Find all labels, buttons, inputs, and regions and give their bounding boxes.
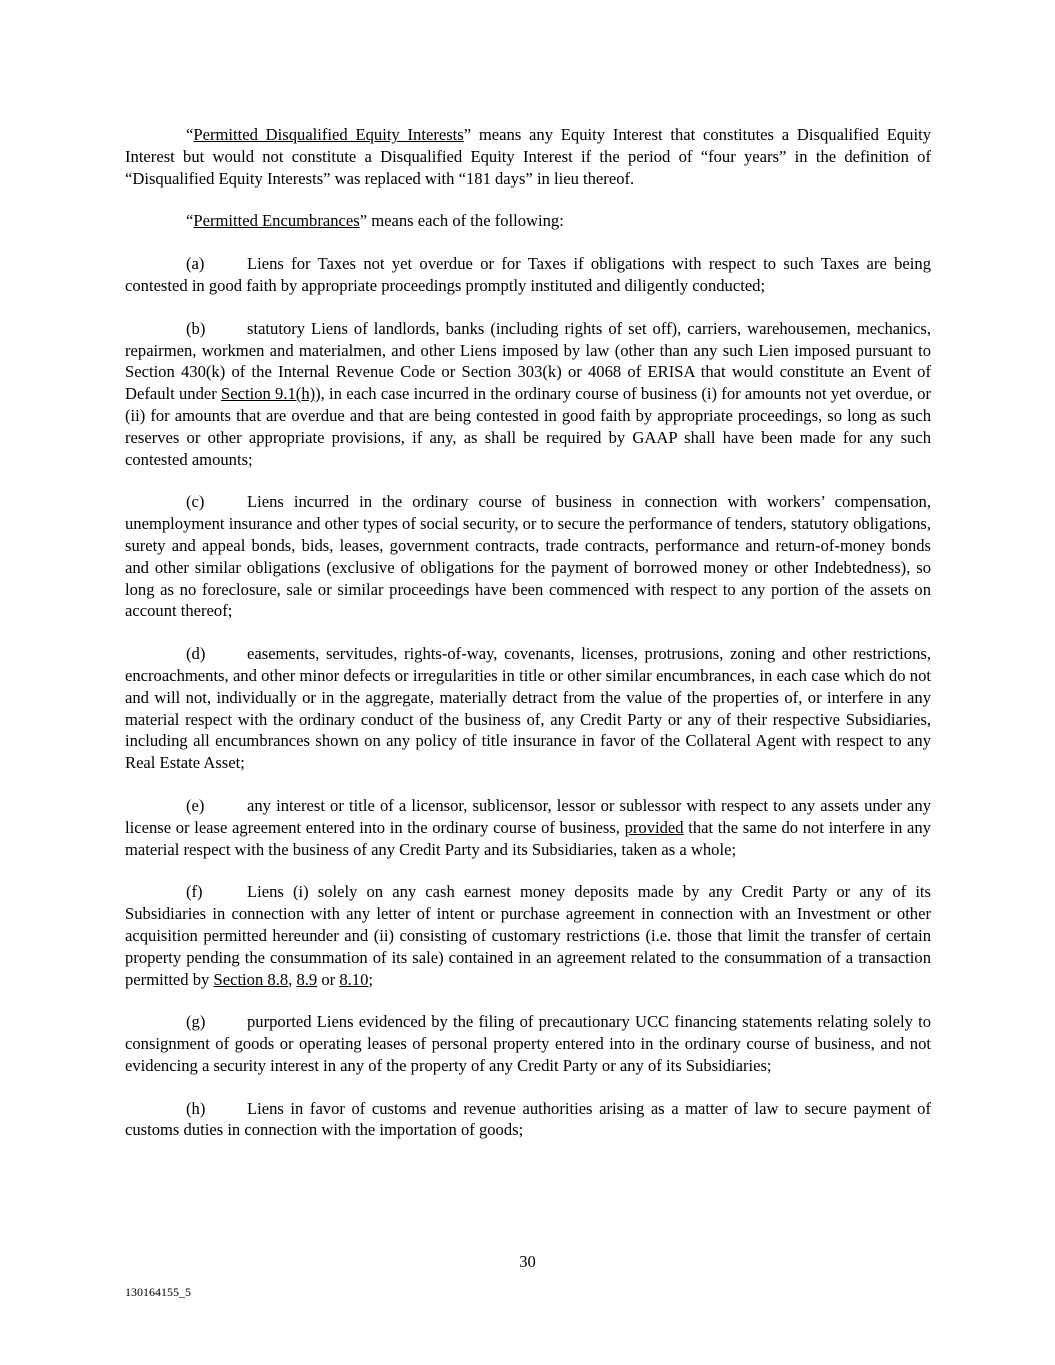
clause-text: easements, servitudes, rights-of-way, covenants, licenses, protrusions, zoning and other restrictions, encroachments, and other minor defects or irregularities in title or other similar encumbrances, in each case which do not and will not, individually or in the aggregate, materially detract from the value of the properties of, or interfere in any material respect with the ordinary conduct of the business of, any Credit Party or any of their respective Subsidiaries, including all encumbrances shown on any policy of title insurance in favor of the Collateral Agent with respect to any Real Estate Asset;: [125, 644, 931, 773]
definition-text: ” means each of the following:: [359, 211, 564, 231]
definition-text: ” means any Equity Interest that constitutes a Disqualified Equity Interest but would not constitute a Disqualified Equity Interest if the period of “four years” in the definition of “Disqualified Equity Interests” was replaced with “181 days” in lieu thereof.: [125, 125, 931, 188]
clause-text: Liens in favor of customs and revenue authorities arising as a matter of law to secure payment of customs duties in connection with the importation of goods;: [125, 1098, 931, 1140]
open-quote: “: [186, 125, 194, 144]
clause-f: [125, 881, 931, 990]
definition-permitted-encumbrances: [125, 210, 931, 232]
document-body: [125, 124, 931, 1162]
clause-text: statutory Liens of landlords, banks (including rights of set off), carriers, warehousemen, mechanics, repairmen, workmen and materialmen, and other Liens imposed by law (other than any such Lien imposed pursuant to Section 430(k) of the Internal Revenue Code or Section 303(k) or 4068 of ERISA that would constitute an Event of Default under: [125, 318, 931, 404]
clause-e: [125, 795, 931, 860]
separator: or: [317, 969, 340, 989]
clause-d: [125, 643, 931, 774]
defined-term: Permitted Encumbrances: [193, 211, 360, 231]
clause-label: (d): [186, 644, 206, 664]
clause-text: that the same do not interfere in any material respect with the business of any Credit Party and its Subsidiaries, taken as a whole;: [125, 817, 931, 859]
clause-text: Liens for Taxes not yet overdue or for Taxes if obligations with respect to such Taxes are being contested in good faith by appropriate proceedings promptly instituted and diligently conducted;: [125, 254, 931, 295]
clause-label: (e): [186, 795, 205, 815]
section-reference: 8.9: [296, 969, 318, 989]
clause-h: [125, 1098, 931, 1142]
separator: ,: [288, 969, 297, 989]
clause-text: ), in each case incurred in the ordinary course of business (i) for amounts not yet overdue, or (ii) for amounts that are overdue and that are being contested in good faith by appropriate proceedings, so long as such reserves or other appropriate provisions, if any, as shall be required by GAAP shall have been made for any such contested amounts;: [125, 384, 931, 469]
definition-permitted-disqualified-equity-interests: [125, 124, 931, 189]
clause-b: [125, 318, 931, 471]
open-quote: “: [186, 211, 194, 231]
section-reference: Section 9.1(h): [221, 384, 316, 404]
clause-c: [125, 491, 931, 622]
provided-term: provided: [624, 817, 684, 837]
clause-text: ;: [368, 969, 373, 989]
section-reference: Section 8.8: [213, 969, 289, 989]
clause-label: (a): [186, 254, 205, 274]
clause-text: any interest or title of a licensor, sublicensor, lessor or sublessor with respect to any assets under any license or lease agreement entered into in the ordinary course of business,: [125, 795, 931, 837]
clause-a: [125, 253, 931, 297]
clause-label: (c): [186, 492, 205, 512]
defined-term: Permitted Disqualified Equity Interests: [193, 125, 464, 144]
section-reference: 8.10: [339, 969, 369, 989]
clause-label: (g): [186, 1012, 206, 1032]
clause-label: (b): [186, 318, 206, 338]
page-number: 30: [519, 1252, 536, 1271]
clause-label: (h): [186, 1098, 206, 1118]
clause-g: [125, 1011, 931, 1076]
clause-text: Liens (i) solely on any cash earnest money deposits made by any Credit Party or any of its Subsidiaries in connection with any letter of intent or purchase agreement in connection with an Investment or other acquisition permitted hereunder and (ii) consisting of customary restrictions (i.e. those that limit the transfer of certain property pending the consummation of its sale) contained in an agreement related to the consummation of a transaction permitted by: [125, 882, 931, 989]
clause-text: purported Liens evidenced by the filing of precautionary UCC financing statements relating solely to consignment of goods or operating leases of personal property entered into in the ordinary course of business, and not evidencing a security interest in any of the property of any Credit Party or any of its Subsidiaries;: [125, 1012, 931, 1075]
document-id: 130164155_5: [125, 1285, 191, 1299]
clause-text: Liens incurred in the ordinary course of business in connection with workers’ compensation, unemployment insurance and other types of social security, or to secure the performance of tenders, statutory obligations, surety and appeal bonds, bids, leases, government contracts, trade contracts, performance and return-of-money bonds and other similar obligations (exclusive of obligations for the payment of borrowed money or other Indebtedness), so long as no foreclosure, sale or similar proceedings have been commenced with respect to any portion of the assets on account thereof;: [125, 492, 931, 621]
clause-label: (f): [186, 882, 203, 902]
